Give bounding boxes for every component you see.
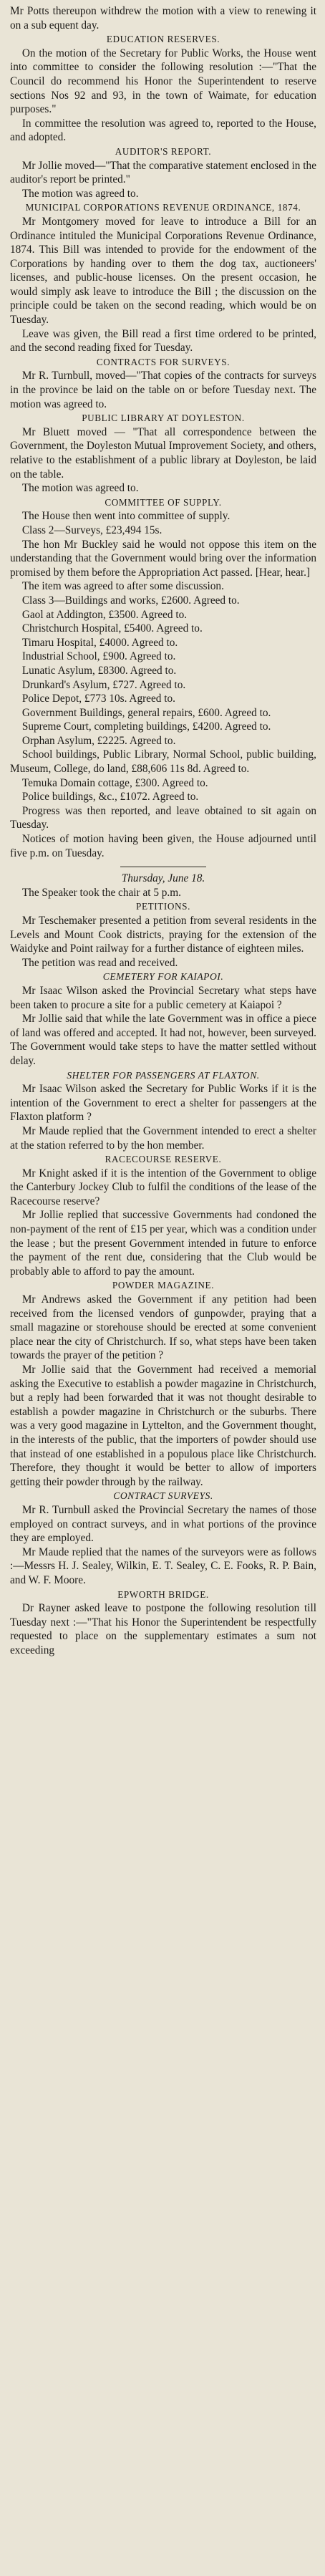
report-paragraph: Mr Jollie moved—"That the comparative statement enclosed in the auditor's report be printed." [10,159,316,186]
report-paragraph: The hon Mr Buckley said he would not oppose this item on the understanding that the Government would bring over the information promised by them before the Appropriation Act passed. [Hear, hear.] [10,538,316,579]
report-paragraph: Mr Jollie said that while the late Government was in office a piece of land was offered and accepted. It had not, however, been surveyed. The Government would take steps to have the matter settled without delay. [10,1013,316,1067]
section-heading: EDUCATION RESERVES. [106,34,220,45]
report-paragraph: The item was agreed to after some discussion. [21,580,224,593]
report-paragraph: Leave was given, the Bill read a first time ordered to be printed, and the second reading fixed for Tuesday. [10,327,316,354]
section-heading: EPWORTH BRIDGE. [117,1588,209,1600]
report-paragraph: On the motion of the Secretary for Public Works, the House went into committee to consider the following resolution :—"That the Council do recommend his Honor the Superintendent to reserve sections Nos 92 and 93, in the town of Waimate, for education purposes." [10,47,316,116]
report-paragraph: Mr Jollie said that the Government had received a memorial asking the Executive to establish a powder magazine in Christchurch, but a reply had been forwarded that it was not thought desirable to establish a powder magazine in Christchurch or the suburbs. There was a very good magazine in Lyttelton, and the Government thought, in the interests of the public, that the importers of powder should use that instead of one established in a populous place like Christchurch. Therefore, they thought it would be better to allow of importers getting their powder through by the railway. [10,1364,316,1488]
report-paragraph: Mr Andrews asked the Government if any petition had been received from the licensed vendors of gunpowder, praying that a small magazine or storehouse should be erected at some convenient place near the city of Christchurch. If so, what steps have been taken towards the prayer of the petition ? [10,1293,316,1362]
report-paragraph: Mr Maude replied that the names of the surveyors were as follows :—Messrs H. J. Sealey, Wilkin, E. T. Sealey, C. E. Fooks, R. P. Bain, and W. F. Moore. [10,1545,316,1586]
report-paragraph: School buildings, Public Library, Normal School, public building, Museum, College, do land, £88,606 11s 8d. Agreed to. [10,748,316,776]
report-paragraph: Dr Rayner asked leave to postpone the following resolution till Tuesday next :—"That his Honor the Superintendent be respectfully requested to place on the supplementary estimates a sum not exceeding [10,1602,316,1656]
section-subheading: CEMETERY FOR KAIAPOI. [102,971,224,983]
report-paragraph: Mr Montgomery moved for leave to introduce a Bill for an Ordinance intituled the Municipal Corporations Revenue Ordinance, 1874. This Bill was intended to provide for the endowment of the Corporations by handing over to them the dog tax, auctioneers' licenses, and public-house licenses. On the present occasion, he would simply ask leave to introduce the Bill ; the discussion on the principle could be taken on the second reading, which would be on Tuesday. [10,215,316,327]
report-paragraph: Gaol at Addington, £3500. Agreed to. [21,608,188,621]
section-subheading: CONTRACT SURVEYS. [113,1490,213,1502]
report-paragraph: The House then went into committee of supply. [21,510,231,523]
report-paragraph: Progress was then reported, and leave obtained to sit again on Tuesday. [10,804,316,831]
report-paragraph: Mr Maude replied that the Government intended to erect a shelter at the station referred to by the hon member. [10,1124,316,1152]
report-paragraph: In committee the resolution was agreed to, reported to the House, and adopted. [10,117,316,144]
report-paragraph: Mr Isaac Wilson asked the Provincial Secretary what steps have been taken to procure a site for a public cemetery at Kaiapoi ? [10,984,316,1011]
report-paragraph: Class 2—Surveys, £23,494 15s. [21,524,162,536]
report-paragraph: Supreme Court, completing buildings, £4200. Agreed to. [21,720,271,733]
report-paragraph: The motion was agreed to. [21,482,139,495]
section-heading: POWDER MAGAZINE. [112,1280,215,1291]
report-paragraph: The motion was agreed to. [21,187,139,200]
report-paragraph: Mr Isaac Wilson asked the Secretary for Public Works if it is the intention of the Government to erect a shelter for passengers at the Flaxton platform ? [10,1083,316,1124]
report-paragraph: Orphan Asylum, £2225. Agreed to. [21,734,176,747]
report-paragraph: Mr Bluett moved — "That all correspondence between the Government, the Doyleston Mutual Improvement Society, and others, relative to the establishment of a public library at Doyleston, be laid on the table. [10,425,316,481]
report-paragraph: Class 3—Buildings and works, £2600. Agreed to. [21,594,240,607]
report-paragraph: Mr R. Turnbull, moved—"That copies of the contracts for surveys in the province be laid on the table on or before Tuesday next. The motion was agreed to. [10,370,316,410]
section-heading: CONTRACTS FOR SURVEYS. [96,356,231,367]
section-heading: AUDITOR'S REPORT. [115,145,212,157]
report-paragraph: Mr Knight asked if it is the intention of the Government to oblige the Canterbury Jockey Club to fulfil the conditions of the lease of the Racecourse reserve? [10,1167,316,1207]
report-paragraph: Drunkard's Asylum, £727. Agreed to. [21,678,186,691]
report-paragraph: Notices of motion having been given, the House adjourned until five p.m. on Tuesday. [10,833,316,859]
report-paragraph: Government Buildings, general repairs, £600. Agreed to. [21,706,271,719]
report-paragraph: Mr R. Turnbull asked the Provincial Secretary the names of those employed on contract surveys, and in what portions of the province they are employed. [10,1503,316,1545]
section-heading: MUNICIPAL CORPORATIONS REVENUE ORDINANCE, 1874. [25,202,301,213]
report-paragraph: Timaru Hospital, £4000. Agreed to. [21,636,178,649]
section-heading: COMMITTEE OF SUPPLY. [105,496,222,508]
report-paragraph: Temuka Domain cottage, £300. Agreed to. [21,776,208,789]
section-heading: PETITIONS. [136,901,190,912]
report-paragraph: Industrial School, £900. Agreed to. [21,650,176,663]
report-paragraph: The petition was read and received. [21,956,178,969]
section-subheading: SHELTER FOR PASSENGERS AT FLAXTON. [67,1069,260,1081]
section-heading: PUBLIC LIBRARY AT DOYLESTON. [82,413,245,424]
report-paragraph: Lunatic Asylum, £8300. Agreed to. [21,664,177,677]
report-paragraph: Mr Teschemaker presented a petition from several residents in the Levels and Mount Cook districts, praying for the extension of the Waidyke and Point railway for a further distance of eighteen miles. [10,915,316,955]
dateline: Thursday, June 18. [121,872,205,885]
report-paragraph: Mr Jollie replied that successive Governments had condoned the non-payment of the rent of £15 per year, which was a condition under the lease ; but the present Government intended in future to enforce the payment of the rent due, considering that the Club would be probably able to afford to pay the amount. [10,1209,316,1278]
report-paragraph: Police Depot, £773 10s. Agreed to. [21,693,175,705]
report-paragraph: Christchurch Hospital, £5400. Agreed to. [21,622,203,635]
report-paragraph: The Speaker took the chair at 5 p.m. [21,886,181,899]
report-paragraph: Mr Potts thereupon withdrew the motion with a view to renewing it on a sub equent day. [10,5,316,32]
section-heading: RACECOURSE RESERVE. [105,1154,222,1165]
report-paragraph: Police buildings, &c., £1072. Agreed to. [21,791,199,804]
